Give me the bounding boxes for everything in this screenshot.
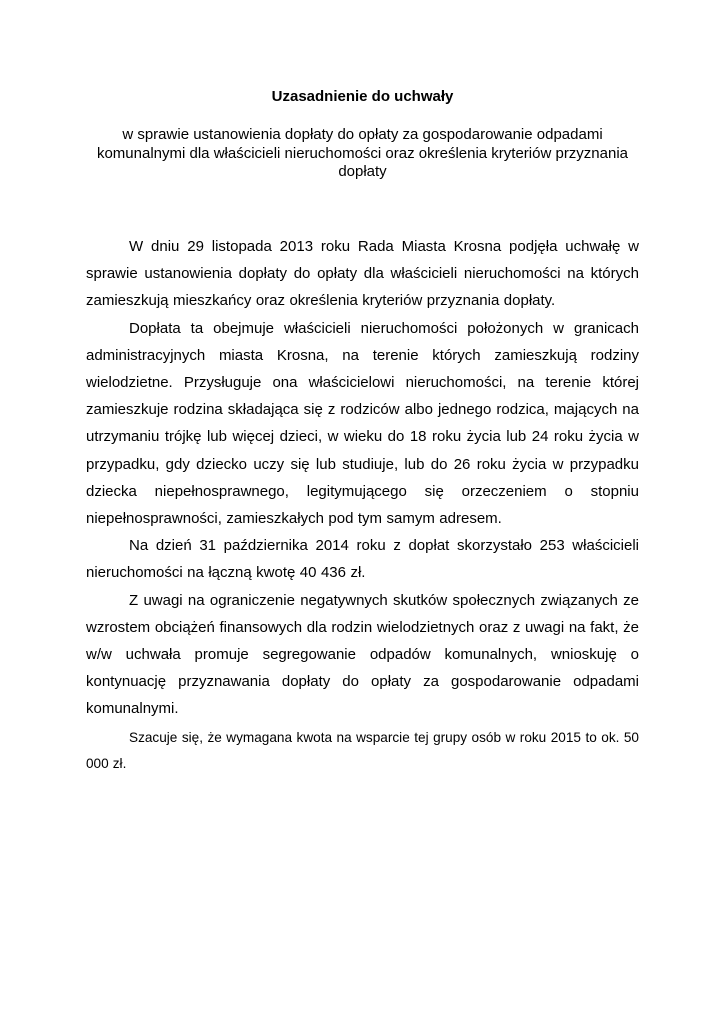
document-title: Uzasadnienie do uchwały [271, 88, 454, 105]
paragraph-statistics: Na dzień 31 października 2014 roku z dopłat skorzystało 253 właścicieli nieruchomości na łączną kwotę 40 436 zł. [86, 537, 639, 582]
paragraph-eligibility: Dopłata ta obejmuje właścicieli nieruchomości położonych w granicach administracyjnych miasta Krosna, na terenie których zamieszkują rodziny wielodzietne. Przysługuje ona właścicielowi nieruchomości, na terenie której zamieszkuje rodzina składająca się z rodziców albo jednego rodzica, mających na utrzymaniu trójkę lub więcej dzieci, w wieku do 18 roku życia lub 24 roku życia w przypadku, gdy dziecko uczy się lub studiuje, lub do 26 roku życia w przypadku dziecka niepełnosprawnego, legitymującego się orzeczeniem o stopniu niepełnosprawności, zamieszkałych pod tym samym adresem. [86, 319, 639, 528]
document-body [86, 233, 639, 777]
paragraph-motion: Z uwagi na ograniczenie negatywnych skutków społecznych związanych ze wzrostem obciążeń finansowych dla rodzin wielodzietnych oraz z uwagi na fakt, że w/w uchwała promuje segregowanie odpadów komunalnych, wnioskuję o kontynuację przyznawania dopłaty do opłaty za gospodarowanie odpadami komunalnymi. [86, 591, 639, 718]
paragraph-resolution-adopted: W dniu 29 listopada 2013 roku Rada Miasta Krosna podjęła uchwałę w sprawie ustanowienia dopłaty do opłaty dla właścicieli nieruchomości na których zamieszkują mieszkańcy oraz określenia kryteriów przyznania dopłaty. [86, 238, 639, 310]
paragraph-estimate: Szacuje się, że wymagana kwota na wsparcie tej grupy osób w roku 2015 to ok. 50 000 zł. [86, 729, 639, 771]
document-subtitle: w sprawie ustanowienia dopłaty do opłaty za gospodarowanie odpadami komunalnymi dla właścicieli nieruchomości oraz określenia kryteriów przyznania dopłaty [96, 126, 629, 180]
